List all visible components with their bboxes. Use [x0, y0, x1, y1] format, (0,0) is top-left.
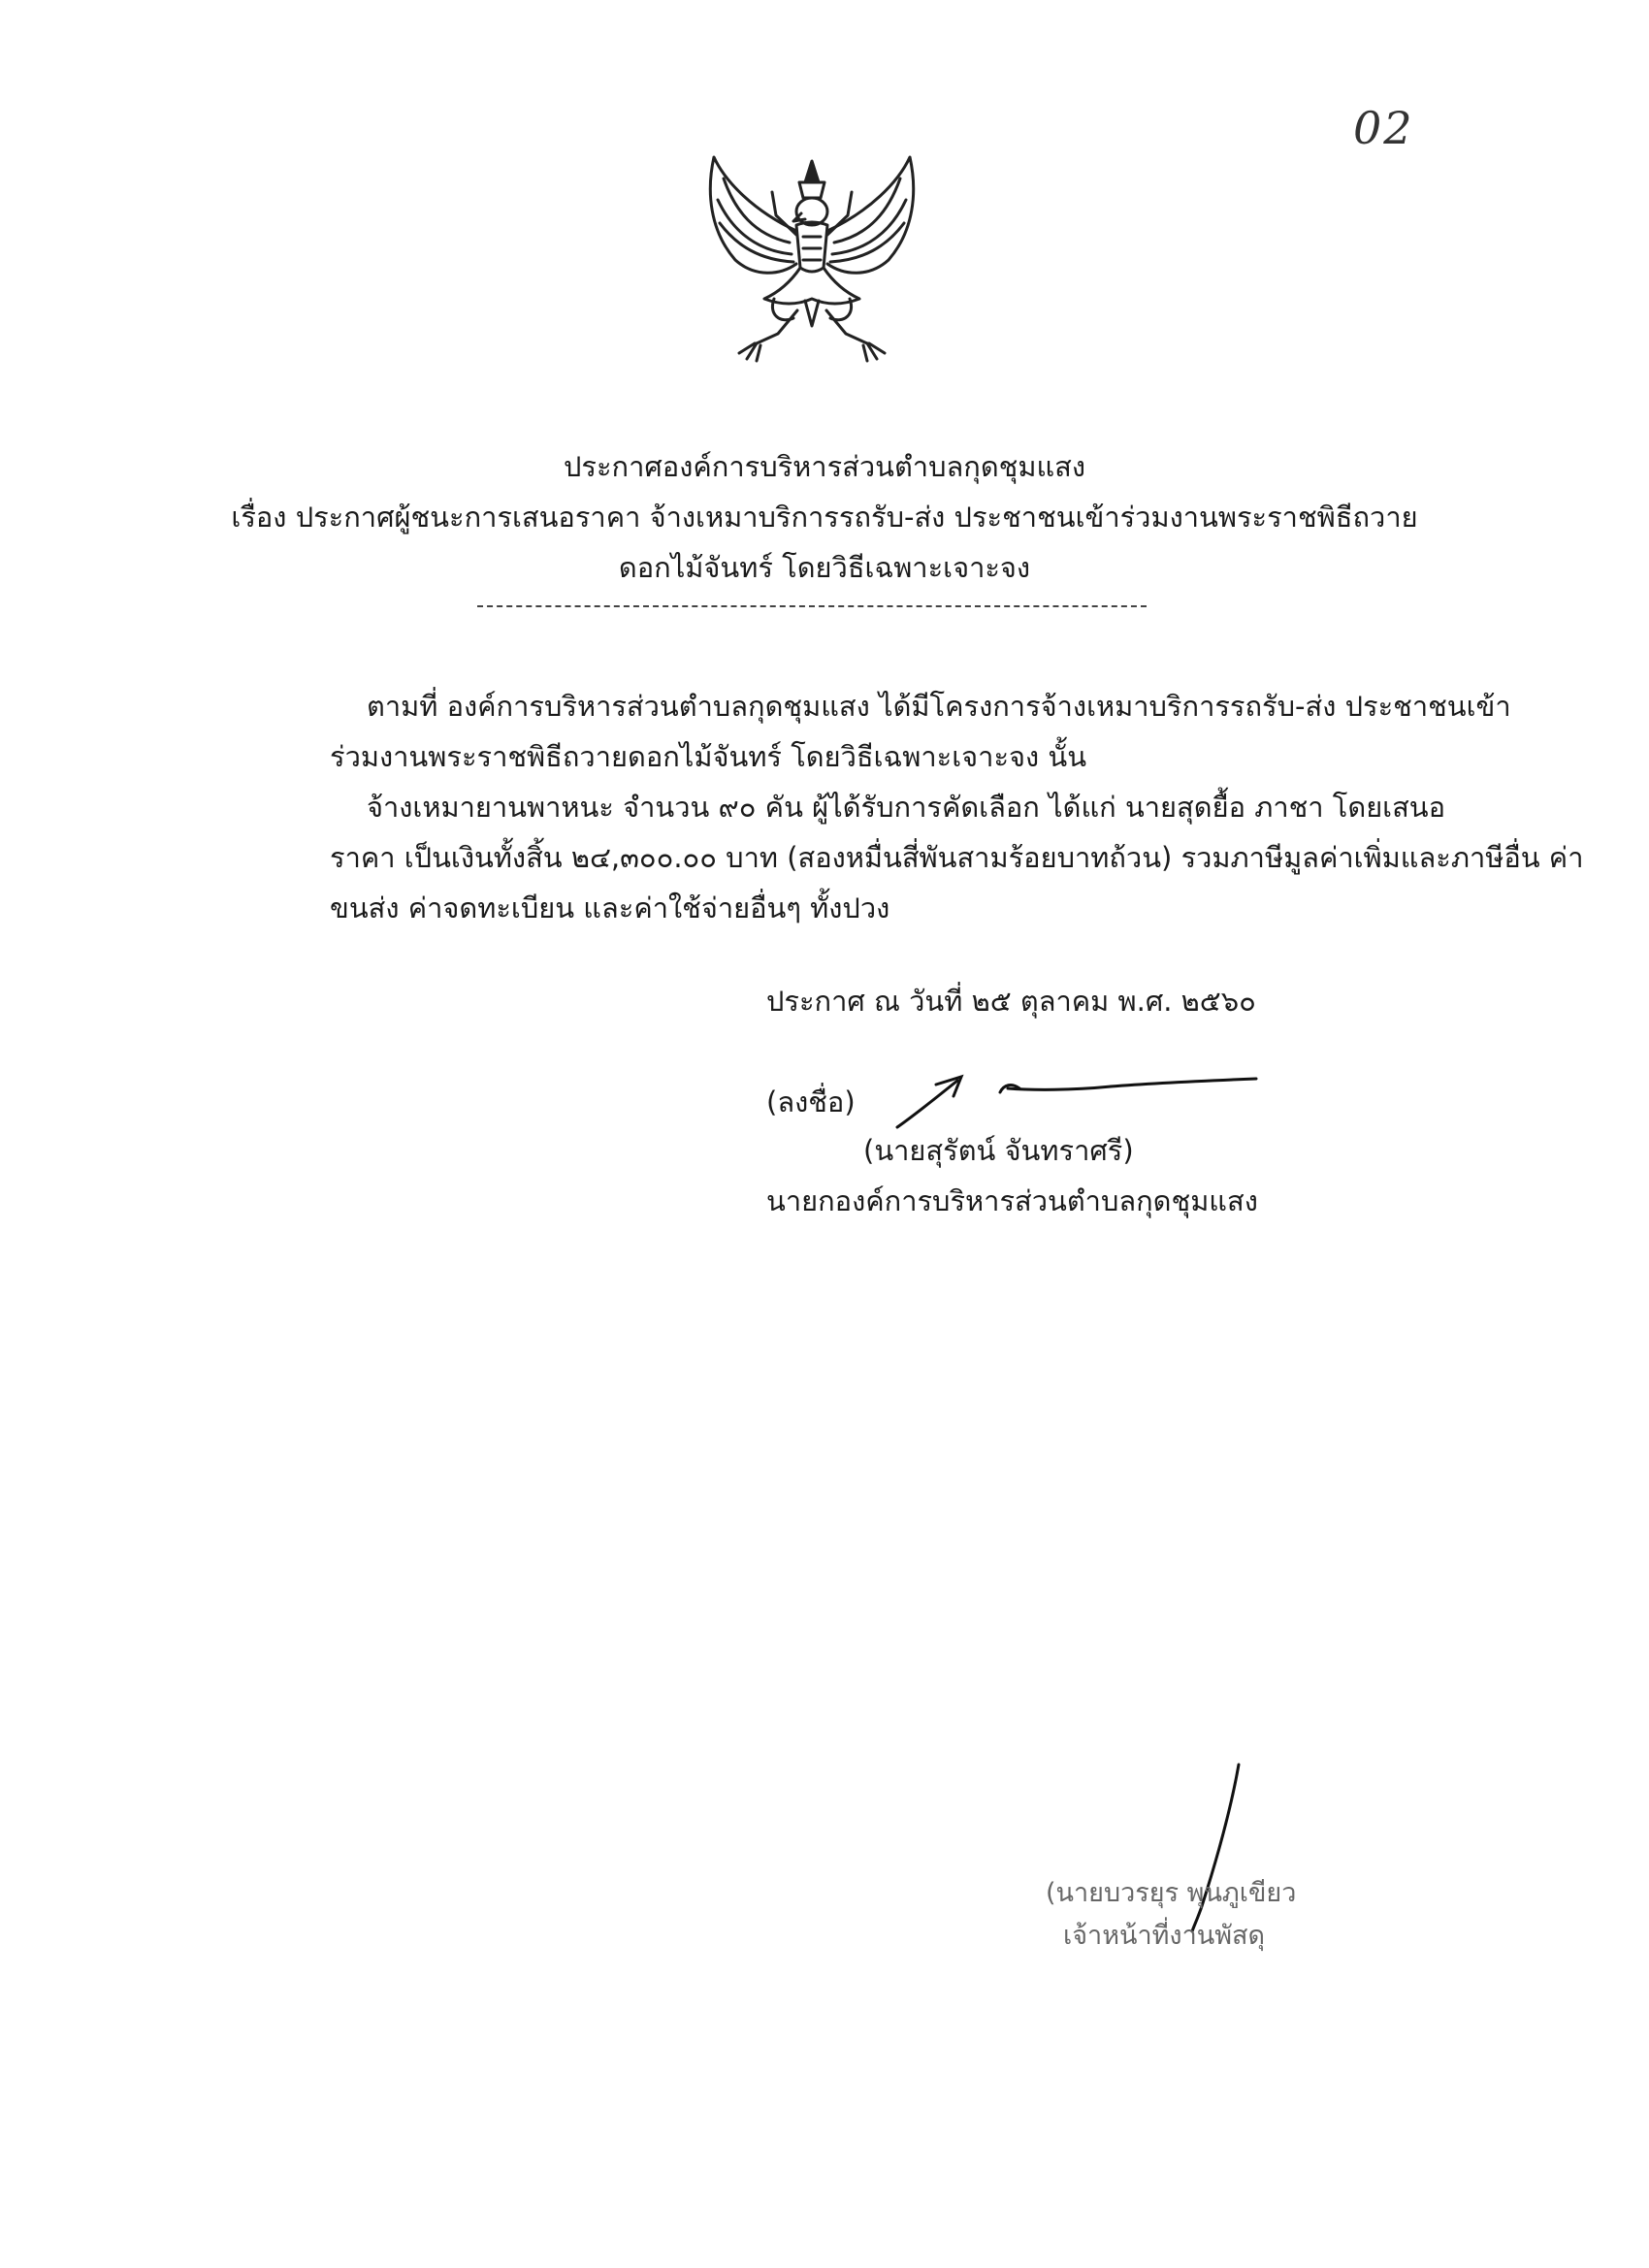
officer-stamp [1046, 1872, 1296, 1958]
officer-name: (นายบวรยุร พุนภูเขียว [1046, 1878, 1297, 1908]
header-divider [477, 605, 1147, 607]
paragraph-line: ร่วมงานพระราชพิธีถวายดอกไม้จันทร์ โดยวิธีเฉพาะเจาะจง นั้น [330, 740, 1087, 773]
paragraph-line: จ้างเหมายานพาหนะ จำนวน ๙๐ คัน ผู้ได้รับการคัดเลือก ได้แก่ นายสุดยื้อ ภาชา โดยเสนอ [367, 791, 1446, 824]
signer-title: นายกองค์การบริหารส่วนตำบลกุดชุมแสง [766, 1184, 1258, 1217]
officer-role: เจ้าหน้าที่งานพัสดุ [1063, 1921, 1266, 1951]
signature-label: (ลงชื่อ) [766, 1085, 856, 1118]
header-subject: เรื่อง ประกาศผู้ชนะการเสนอราคา จ้างเหมาบริการรถรับ-ส่ง ประชาชนเข้าร่วมงานพระราชพิธีถวาย [231, 501, 1418, 534]
header-method: ดอกไม้จันทร์ โดยวิธีเฉพาะเจาะจง [618, 551, 1031, 584]
paragraph-line: ตามที่ องค์การบริหารส่วนตำบลกุดชุมแสง ได้มีโครงการจ้างเหมาบริการรถรับ-ส่ง ประชาชนเข้า [367, 690, 1511, 723]
paragraph-project [330, 681, 1511, 782]
garuda-emblem-icon [696, 153, 927, 369]
page-number: 02 [1353, 102, 1414, 154]
paragraph-line: ราคา เป็นเงินทั้งสิ้น ๒๔,๓๐๐.๐๐ บาท (สองหมื่นสี่พันสามร้อยบาทถ้วน) รวมภาษีมูลค่าเพิ่มและภาษีอื่น ค่า [330, 841, 1584, 874]
paragraph-line: ขนส่ง ค่าจดทะเบียน และค่าใช้จ่ายอื่นๆ ทั้งปวง [330, 891, 890, 924]
header-organization: ประกาศองค์การบริหารส่วนตำบลกุดชุมแสง [563, 450, 1085, 483]
announcement-header [0, 441, 1649, 593]
paragraph-winner [330, 782, 1584, 933]
announcement-date: ประกาศ ณ วันที่ ๒๕ ตุลาคม พ.ศ. ๒๕๖๐ [766, 985, 1256, 1018]
signer-name: (นายสุรัตน์ จันทราศรี) [863, 1134, 1134, 1167]
